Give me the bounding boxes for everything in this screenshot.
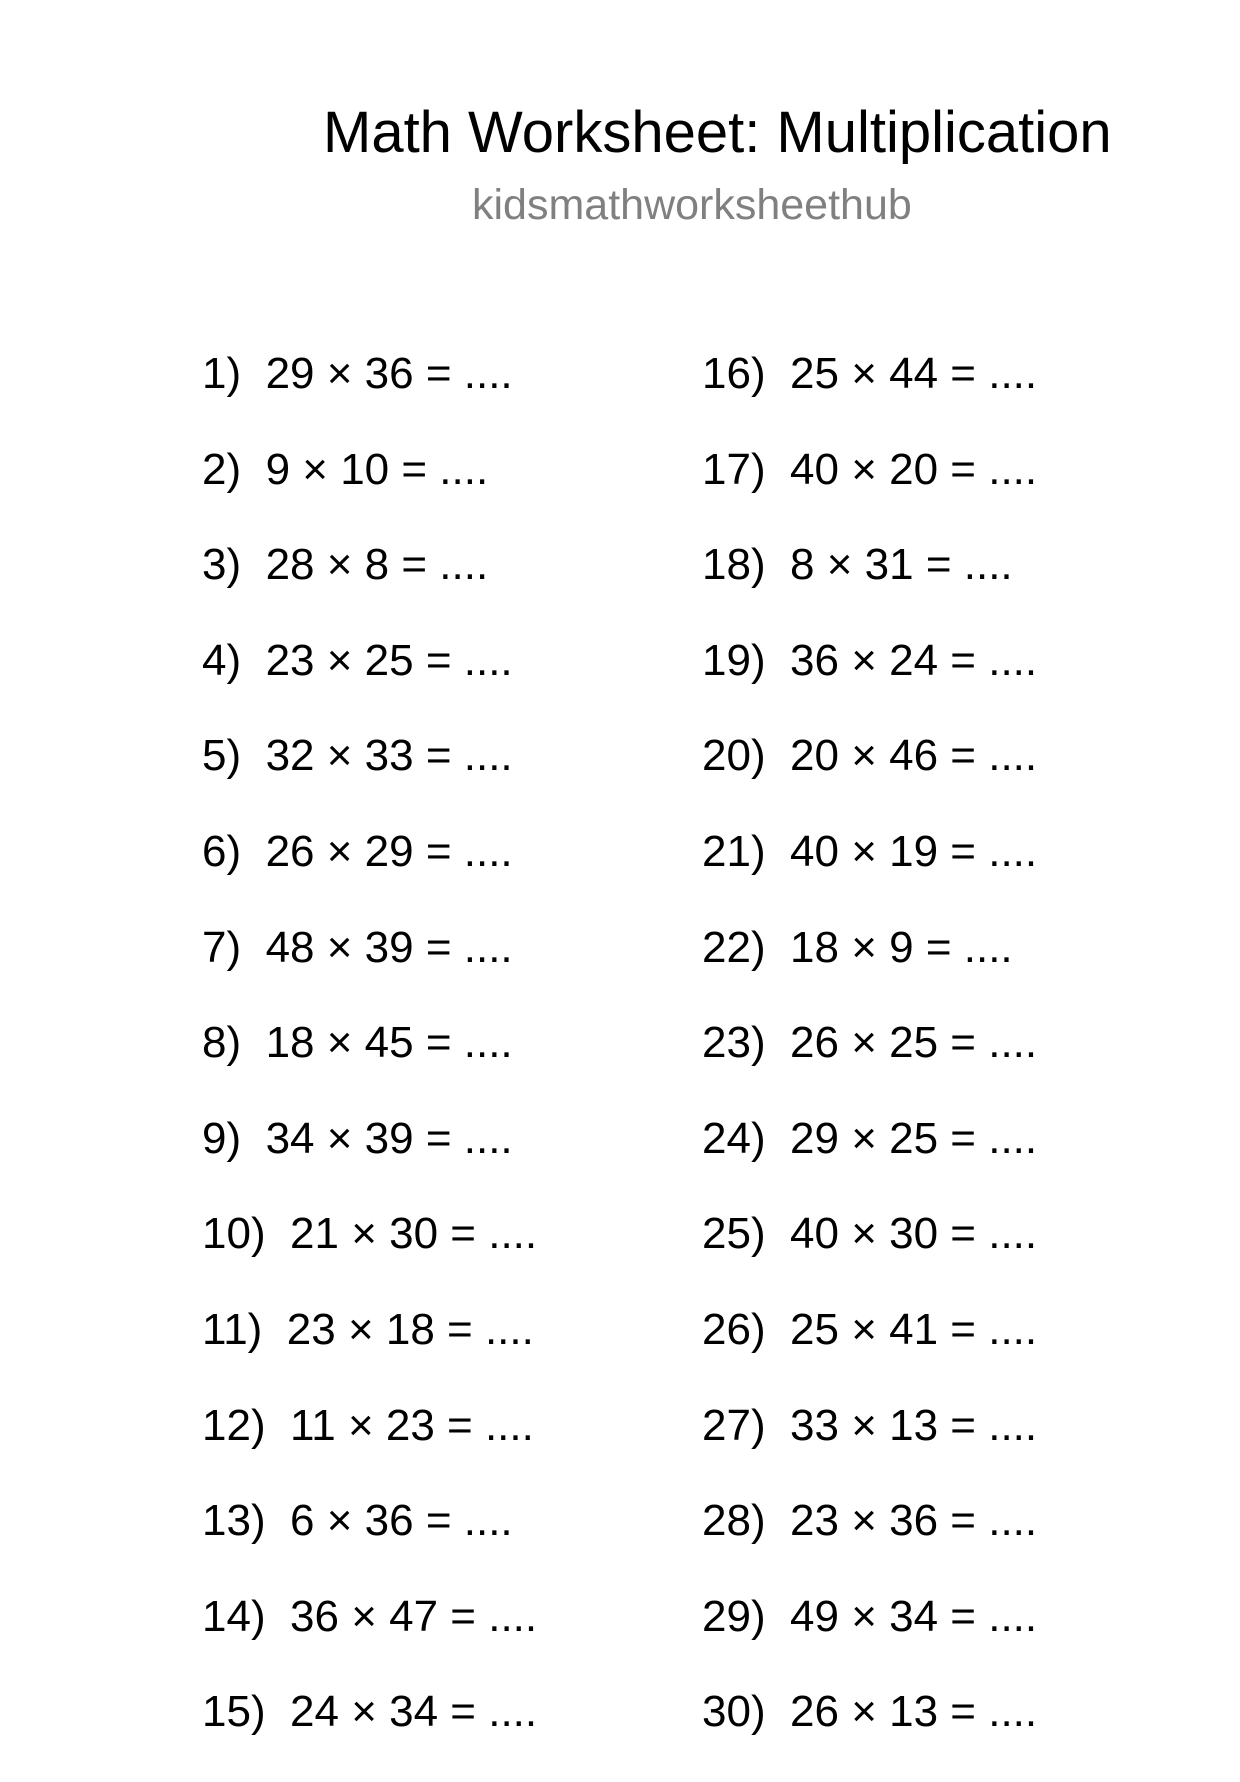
problem-number: 1) <box>202 349 242 398</box>
problem-item <box>202 922 537 1018</box>
problem-expression: 33 × 13 = .... <box>790 1400 1038 1450</box>
problem-number: 26) <box>702 1304 766 1354</box>
problem-item <box>702 1495 1037 1591</box>
problem-number: 20) <box>702 731 766 781</box>
problem-number: 27) <box>702 1400 766 1450</box>
problem-expression: 36 × 47 = .... <box>290 1591 538 1641</box>
problem-column-right <box>702 348 1037 1782</box>
problem-expression: 36 × 24 = .... <box>790 635 1038 685</box>
problem-expression: 26 × 13 = .... <box>790 1687 1038 1737</box>
problem-expression: 40 × 30 = .... <box>790 1209 1038 1259</box>
problem-expression: 18 × 9 = .... <box>790 922 1013 972</box>
problem-item <box>702 922 1037 1018</box>
problem-expression: 25 × 44 = .... <box>790 349 1038 398</box>
problem-column-left <box>202 348 537 1782</box>
problem-item <box>702 826 1037 922</box>
problem-expression: 24 × 34 = .... <box>290 1687 538 1737</box>
problem-item <box>702 1208 1037 1304</box>
problem-expression: 18 × 45 = .... <box>265 1018 513 1068</box>
problem-item <box>202 1400 537 1496</box>
problem-item <box>702 1017 1037 1113</box>
problem-number: 19) <box>702 635 766 685</box>
problem-item <box>702 1113 1037 1209</box>
problem-expression: 34 × 39 = .... <box>265 1113 513 1163</box>
problem-item <box>202 1113 537 1209</box>
problem-item <box>202 1304 537 1400</box>
problem-item <box>702 348 1037 444</box>
problem-number: 3) <box>202 540 242 590</box>
problem-number: 12) <box>202 1400 266 1450</box>
problem-expression: 26 × 29 = .... <box>265 826 513 876</box>
problem-expression: 23 × 18 = .... <box>286 1304 534 1354</box>
problem-number: 5) <box>202 731 242 781</box>
problem-number: 23) <box>702 1018 766 1068</box>
problem-number: 9) <box>202 1113 242 1163</box>
problem-item <box>202 539 537 635</box>
problem-expression: 26 × 25 = .... <box>790 1018 1038 1068</box>
problem-expression: 23 × 25 = .... <box>265 635 513 685</box>
problem-number: 8) <box>202 1018 242 1068</box>
problem-expression: 21 × 30 = .... <box>290 1209 538 1259</box>
problem-number: 6) <box>202 826 242 876</box>
problem-expression: 8 × 31 = .... <box>790 540 1013 590</box>
problem-item <box>702 730 1037 826</box>
problem-expression: 40 × 20 = .... <box>790 444 1038 494</box>
problem-item <box>702 635 1037 731</box>
problem-item <box>202 730 537 826</box>
problem-item <box>202 348 537 444</box>
problem-item <box>202 1208 537 1304</box>
problem-item <box>702 1686 1037 1782</box>
problem-item <box>202 444 537 540</box>
problem-number: 15) <box>202 1687 266 1737</box>
problem-expression: 48 × 39 = .... <box>265 922 513 972</box>
problem-expression: 29 × 36 = .... <box>265 349 513 398</box>
problem-item <box>702 1400 1037 1496</box>
problem-expression: 32 × 33 = .... <box>265 731 513 781</box>
problem-expression: 9 × 10 = .... <box>265 444 489 494</box>
problem-number: 21) <box>702 826 766 876</box>
problem-item <box>202 1686 537 1782</box>
problem-expression: 20 × 46 = .... <box>790 731 1038 781</box>
problem-number: 16) <box>702 349 766 398</box>
problem-number: 4) <box>202 635 242 685</box>
problem-number: 24) <box>702 1113 766 1163</box>
problem-item <box>202 826 537 922</box>
problem-item <box>702 444 1037 540</box>
problem-number: 7) <box>202 922 242 972</box>
problem-expression: 23 × 36 = .... <box>790 1496 1038 1546</box>
worksheet-source: kidsmathworksheethub <box>472 181 912 229</box>
problem-expression: 49 × 34 = .... <box>790 1591 1038 1641</box>
problem-expression: 40 × 19 = .... <box>790 826 1038 876</box>
problem-item <box>202 1591 537 1687</box>
problem-number: 28) <box>702 1496 766 1546</box>
problem-item <box>202 635 537 731</box>
problem-expression: 25 × 41 = .... <box>790 1304 1038 1354</box>
problem-item <box>202 1495 537 1591</box>
problem-number: 17) <box>702 444 766 494</box>
problem-expression: 11 × 23 = .... <box>290 1400 534 1450</box>
problem-item <box>702 1591 1037 1687</box>
problem-number: 18) <box>702 540 766 590</box>
worksheet-title: Math Worksheet: Multiplication <box>323 100 1112 165</box>
problem-number: 11) <box>202 1304 263 1354</box>
problem-number: 2) <box>202 444 242 494</box>
problem-number: 13) <box>202 1496 266 1546</box>
problem-item <box>702 1304 1037 1400</box>
problem-number: 30) <box>702 1687 766 1737</box>
problem-number: 10) <box>202 1209 266 1259</box>
problem-expression: 6 × 36 = .... <box>290 1496 513 1546</box>
problem-number: 22) <box>702 922 766 972</box>
problem-expression: 29 × 25 = .... <box>790 1113 1038 1163</box>
problem-item <box>702 539 1037 635</box>
problem-number: 29) <box>702 1591 766 1641</box>
problem-number: 14) <box>202 1591 266 1641</box>
problem-item <box>202 1017 537 1113</box>
problem-expression: 28 × 8 = .... <box>265 540 489 590</box>
problem-number: 25) <box>702 1209 766 1259</box>
